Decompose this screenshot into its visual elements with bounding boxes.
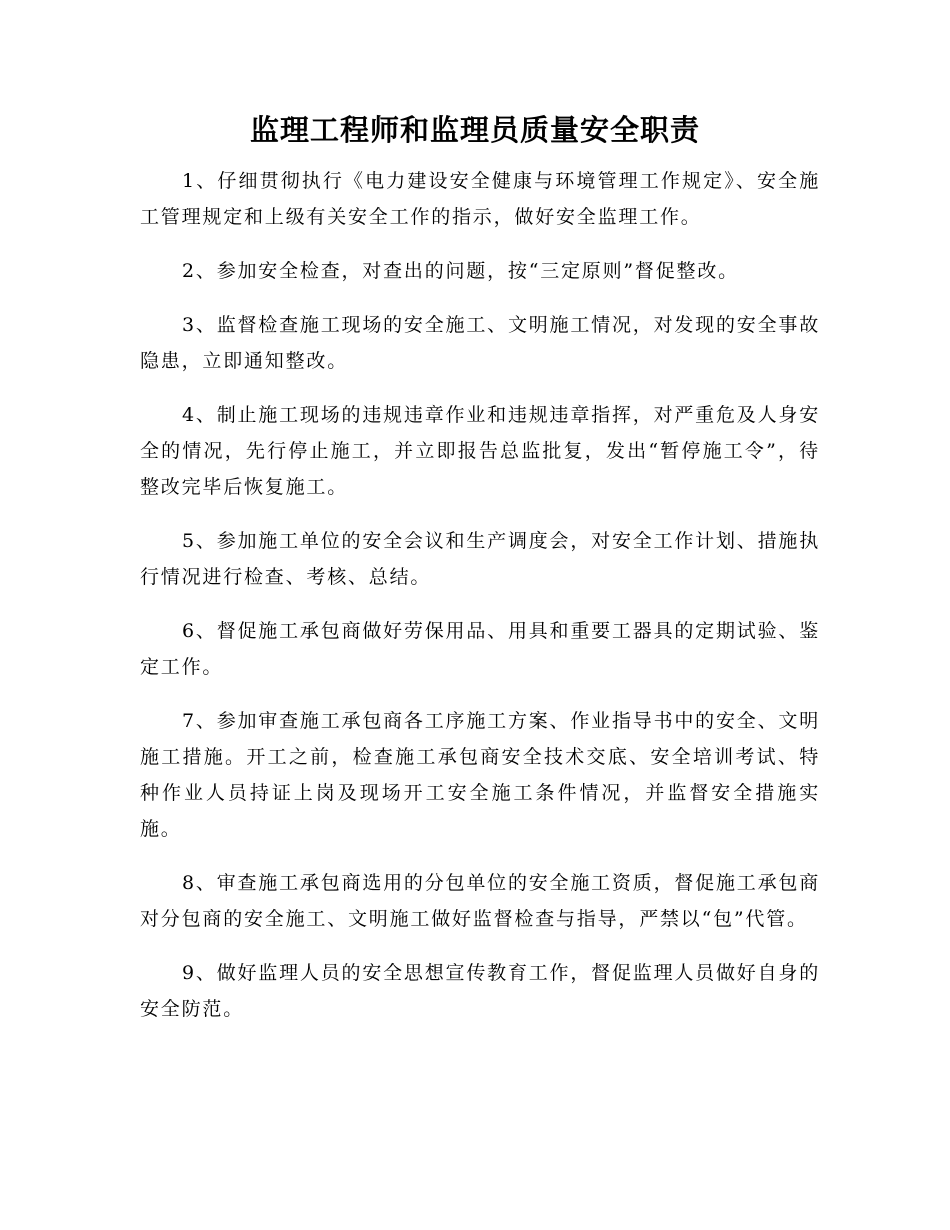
document-title: 监理工程师和监理员质量安全职责 — [249, 113, 700, 147]
duty-paragraph-9: 9、做好监理人员的安全思想宣传教育工作，督促监理人员做好自身的安全防范。 — [140, 962, 820, 1020]
duty-paragraph-7: 7、参加审查施工承包商各工序施工方案、作业指导书中的安全、文明施工措施。开工之前，检查施工承包商安全技术交底、安全培训考试、特种作业人员持证上岗及现场开工安全施工条件情况，并监督安全措施实施。 — [140, 710, 820, 840]
duty-paragraph-4: 4、制止施工现场的违规违章作业和违规违章指挥，对严重危及人身安全的情况，先行停止施工，并立即报告总监批复，发出“暂停施工令”，待整改完毕后恢复施工。 — [140, 404, 820, 498]
duty-paragraph-8: 8、审查施工承包商选用的分包单位的安全施工资质，督促施工承包商对分包商的安全施工、文明施工做好监督检查与指导，严禁以“包”代管。 — [140, 872, 820, 930]
document-body — [140, 163, 820, 1045]
duty-paragraph-3: 3、监督检查施工现场的安全施工、文明施工情况，对发现的安全事故隐患，立即通知整改。 — [140, 314, 820, 372]
duty-paragraph-1: 1、仔细贯彻执行《电力建设安全健康与环境管理工作规定》、安全施工管理规定和上级有关安全工作的指示，做好安全监理工作。 — [140, 170, 820, 228]
duty-paragraph-6: 6、督促施工承包商做好劳保用品、用具和重要工器具的定期试验、鉴定工作。 — [140, 620, 820, 678]
duty-paragraph-2: 2、参加安全检查，对查出的问题，按“三定原则”督促整改。 — [182, 260, 739, 282]
duty-paragraph-5: 5、参加施工单位的安全会议和生产调度会，对安全工作计划、措施执行情况进行检查、考核、总结。 — [140, 530, 820, 588]
